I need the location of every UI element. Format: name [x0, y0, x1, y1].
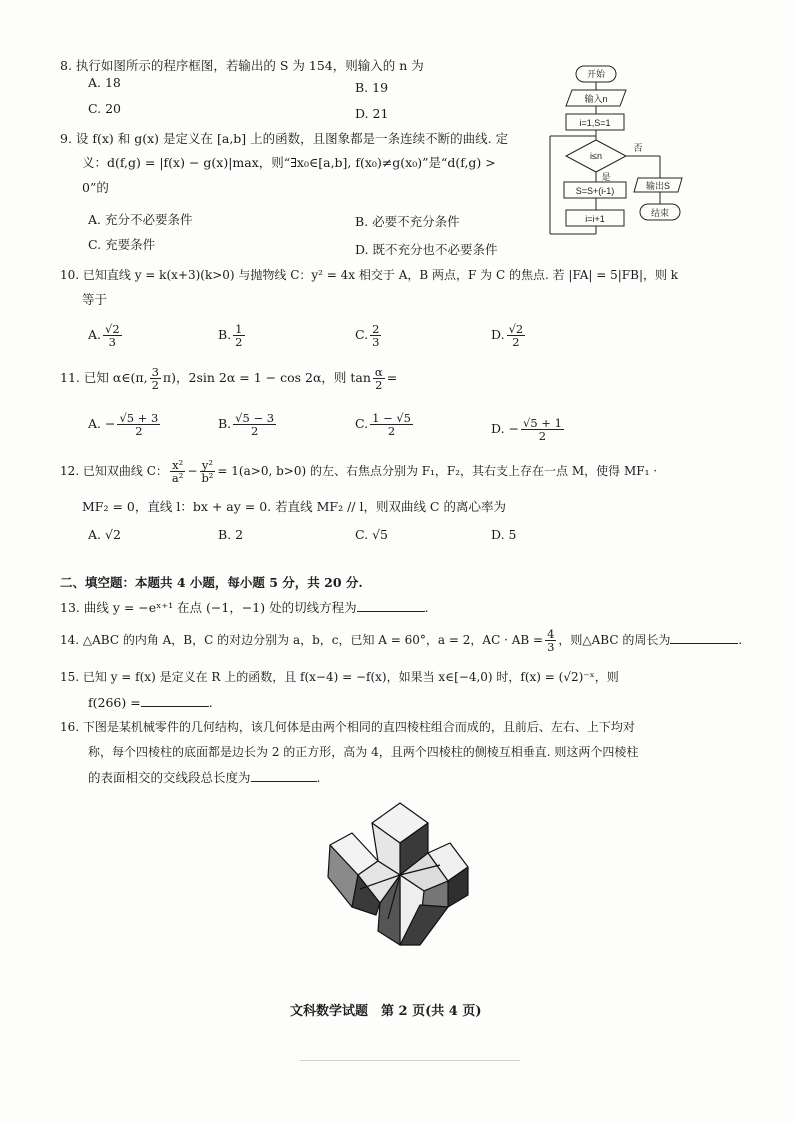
q8-option-d: D. 21	[355, 106, 389, 121]
q11-option-c: C. $\frac{1 - √5}{2}$	[355, 411, 412, 439]
q9-line2: 义：d(f,g) = |f(x) − g(x)|max，则“∃x₀∈[a,b], f(x₀)≠g(x₀)”是“d(f,g) >	[82, 155, 496, 170]
q13-answer-blank	[357, 599, 425, 612]
q10-line1: 10. 已知直线 y = k(x+3)(k>0) 与抛物线 C：y² = 4x 相交于 A，B 两点，F 为 C 的焦点. 若 |FA| = 5|FB|，则 k	[60, 268, 679, 282]
q12-option-a: A. √2	[88, 527, 121, 542]
q10-option-d: D. $\frac{√2}{2}$	[491, 322, 524, 350]
q10-option-b: B. $\frac{1}{2}$	[218, 322, 243, 350]
q9-line1: 9. 设 f(x) 和 g(x) 是定义在 [a,b] 上的函数，且图象都是一条连续不断的曲线. 定	[60, 131, 509, 146]
q11-option-a: A. − $\frac{√5 + 3}{2}$	[88, 411, 159, 439]
q12-option-d: D. 5	[491, 527, 517, 542]
flow-update-s-text: S=S+(i-1)	[575, 186, 615, 196]
q8-stem: 8. 执行如图所示的程序框图，若输出的 S 为 154，则输入的 n 为	[60, 58, 424, 73]
program-flowchart	[540, 58, 690, 258]
q15-answer-blank	[141, 694, 209, 707]
q15-line2: f(266) = .	[88, 695, 213, 710]
q10-line2: 等于	[82, 292, 108, 307]
q12-option-b: B. 2	[218, 527, 244, 542]
scan-artifact-line	[300, 1060, 520, 1061]
q8-option-c: C. 20	[88, 101, 121, 116]
section-fill-in-blank-heading: 二、填空题：本题共 4 小题，每小题 5 分，共 20 分.	[60, 575, 363, 590]
q10-option-a: A. $\frac{√2}{3}$	[88, 322, 120, 350]
q11-option-d: D. − $\frac{√5 + 1}{2}$	[491, 416, 562, 444]
page-footer: 文科数学试题 第 2 页(共 4 页)	[290, 1004, 482, 1019]
q11-option-b: B. $\frac{√5 - 3}{2}$	[218, 411, 275, 439]
q14-answer-blank	[670, 631, 738, 644]
flow-end-text: 结束	[650, 208, 670, 218]
q12-line2: MF₂ = 0，直线 l：bx + ay = 0. 若直线 MF₂ // l，则双曲线 C 的离心率为	[82, 499, 506, 514]
q9-option-c: C. 充要条件	[88, 237, 156, 252]
q14: 14. △ABC 的内角 A，B，C 的对边分别为 a，b，c，已知 A = 60°，a = 2，AC · AB = $\frac{4}{3}$ ，则△ABC 的周长为 .	[60, 627, 743, 655]
q11-stem: 11. 已知 α∈(π, $\frac{3}{2}$ π)，2sin 2α = 1 − cos 2α，则 tan $\frac{\alpha}{2}$ =	[60, 365, 398, 393]
q8-option-a: A. 18	[88, 75, 121, 90]
flow-yes-label: 是	[601, 172, 611, 182]
q12-line1: 12. 已知双曲线 C： $\frac{\text{x²}}{\text{a²}}$ − $\frac{\text{y²}}{\text{b²}}$ = 1(a>0, b>0) 的左、右焦点分别为 F₁，F₂，其右支上存在一点 M，使得 MF₁ ·	[60, 458, 658, 486]
q9-option-b: B. 必要不充分条件	[355, 214, 460, 229]
q13: 13. 曲线 y = −eˣ⁺¹ 在点 (−1，−1) 处的切线方程为 .	[60, 600, 429, 615]
q8-option-b: B. 19	[355, 80, 389, 95]
flow-no-label: 否	[633, 143, 643, 153]
q10-option-c: C. $\frac{2}{3}$	[355, 322, 380, 350]
q16-line1: 16. 下图是某机械零件的几何结构，该几何体是由两个相同的直四棱柱组合而成的，且前后、左右、上下均对	[60, 720, 635, 734]
q9-option-a: A. 充分不必要条件	[88, 212, 193, 227]
flow-output-text: 输出S	[645, 181, 671, 191]
q9-option-d: D. 既不充分也不必要条件	[355, 242, 498, 257]
flow-cond-text: i≤n	[590, 151, 602, 161]
flow-start-text: 开始	[586, 69, 606, 79]
q16-line2: 称，每个四棱柱的底面都是边长为 2 的正方形，高为 4，且两个四棱柱的侧棱互相垂直. 则这两个四棱柱	[88, 745, 639, 759]
prism-intersection-figure	[300, 795, 500, 955]
q12-option-c: C. √5	[355, 527, 388, 542]
q16-answer-blank	[251, 769, 317, 782]
flow-init-text: i=1,S=1	[579, 118, 611, 128]
q9-line3: 0”的	[82, 180, 109, 195]
q15-line1: 15. 已知 y = f(x) 是定义在 R 上的函数，且 f(x−4) = −f(x)，如果当 x∈[−4,0) 时，f(x) = (√2)⁻ˣ，则	[60, 670, 619, 684]
q16-line3: 的表面相交的交线段总长度为 .	[88, 770, 321, 785]
flow-input-text: 输入n	[584, 94, 608, 104]
flow-update-i-text: i=i+1	[585, 214, 605, 224]
